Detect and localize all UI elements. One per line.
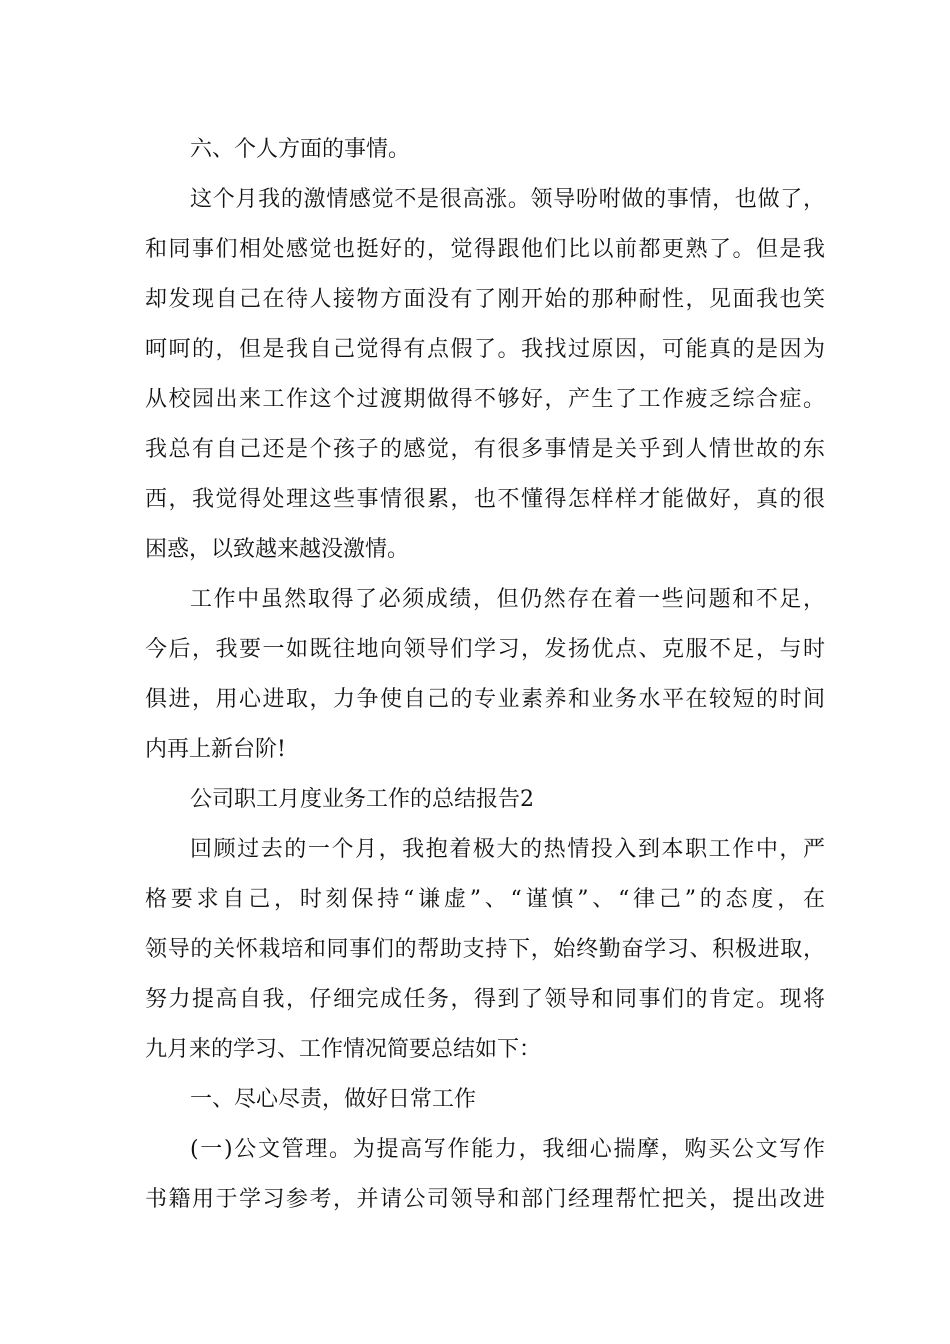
paragraph-line: 领导的关怀栽培和同事们的帮助支持下，始终勤奋学习、积极进取， (145, 937, 825, 962)
paragraph-line: 今后，我要一如既往地向领导们学习，发扬优点、克服不足，与时 (145, 637, 825, 662)
paragraph-line: 却发现自己在待人接物方面没有了刚开始的那种耐性，见面我也笑 (145, 287, 825, 312)
section-heading-daily-work: 一、尽心尽责，做好日常工作 (190, 1087, 477, 1112)
paragraph-line: 从校园出来工作这个过渡期做得不够好，产生了工作疲乏综合症。 (145, 387, 825, 412)
paragraph-line: 努力提高自我，仔细完成任务，得到了领导和同事们的肯定。现将 (145, 987, 825, 1012)
paragraph-line: 我总有自己还是个孩子的感觉，有很多事情是关乎到人情世故的东 (145, 437, 825, 462)
report-title: 公司职工月度业务工作的总结报告2 (190, 787, 534, 812)
section-heading-personal: 六、个人方面的事情。 (190, 137, 411, 162)
paragraph-line: 格要求自己，时刻保持“谦虚”、“谨慎”、“律己”的态度，在 (145, 887, 825, 912)
paragraph-line: 和同事们相处感觉也挺好的，觉得跟他们比以前都更熟了。但是我 (145, 237, 825, 262)
paragraph-line: 九月来的学习、工作情况简要总结如下： (145, 1037, 542, 1062)
paragraph-line: (一)公文管理。为提高写作能力，我细心揣摩，购买公文写作 (190, 1137, 825, 1162)
paragraph-line: 内再上新台阶! (145, 737, 286, 762)
paragraph-line: 工作中虽然取得了必须成绩，但仍然存在着一些问题和不足， (190, 587, 825, 612)
paragraph-line: 西，我觉得处理这些事情很累，也不懂得怎样样才能做好，真的很 (145, 487, 825, 512)
paragraph-line: 呵呵的，但是我自己觉得有点假了。我找过原因，可能真的是因为 (145, 337, 825, 362)
paragraph-line: 回顾过去的一个月，我抱着极大的热情投入到本职工作中，严 (190, 837, 825, 862)
paragraph-line: 书籍用于学习参考，并请公司领导和部门经理帮忙把关，提出改进 (145, 1187, 825, 1212)
paragraph-line: 困惑，以致越来越没激情。 (145, 537, 410, 562)
paragraph-line: 俱进，用心进取，力争使自己的专业素养和业务水平在较短的时间 (145, 687, 825, 712)
paragraph-line: 这个月我的激情感觉不是很高涨。领导吩咐做的事情，也做了， (190, 187, 825, 212)
